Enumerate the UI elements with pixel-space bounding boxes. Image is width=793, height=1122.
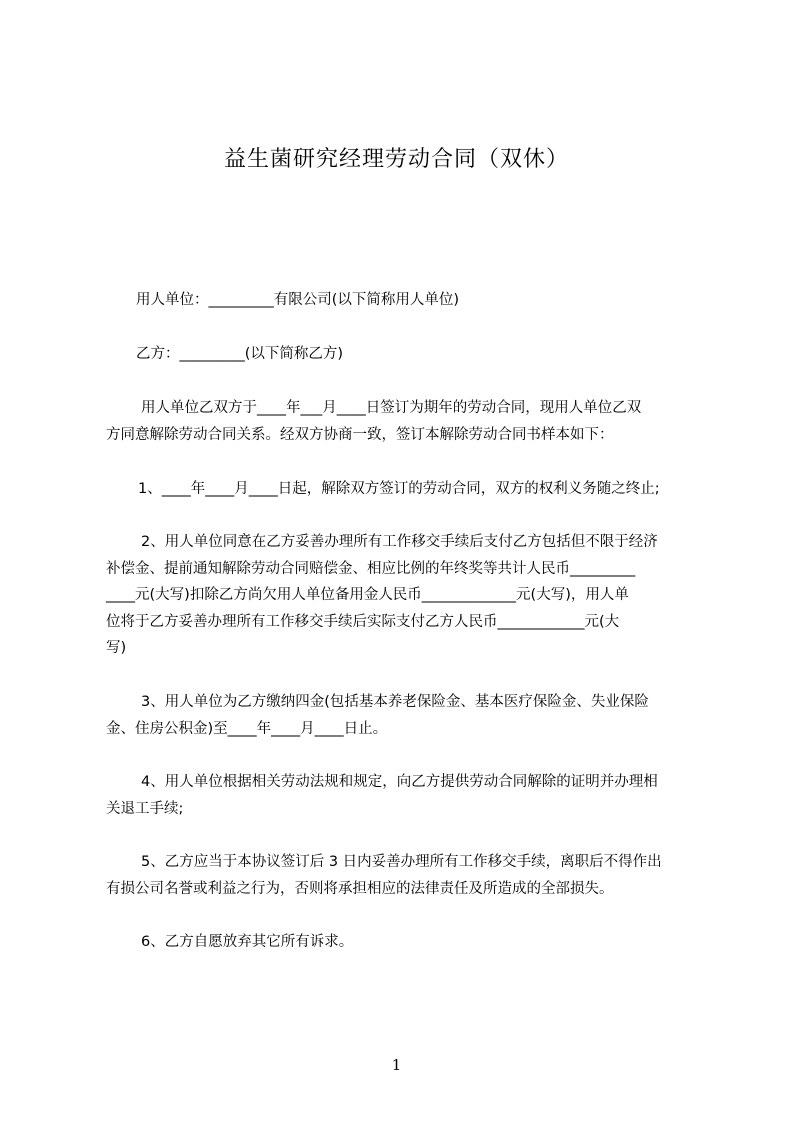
clause-2-line-2: 补偿金、提前通知解除劳动合同赔偿金、相应比例的年终奖等共计人民币_________ <box>106 561 636 577</box>
clause-5-line-2: 有损公司名誉或利益之行为，否则将承担相应的法律责任及所造成的全部损失。 <box>106 881 614 897</box>
intro-line-2: 方同意解除劳动合同关系。经双方协商一致，签订本解除劳动合同书样本如下： <box>106 427 614 443</box>
page-number: 1 <box>391 1056 402 1074</box>
party-a-line: 用人单位：_________有限公司(以下简称用人单位) <box>136 292 460 308</box>
clause-2-line-1: 2、用人单位同意在乙方妥善办理所有工作移交手续后支付乙方包括但不限于经济 <box>141 534 658 550</box>
clause-6-line-1: 6、乙方自愿放弃其它所有诉求。 <box>141 934 354 950</box>
clause-3-line-2: 金、住房公积金)至____年____月____日止。 <box>106 721 388 737</box>
party-b-line: 乙方：_________(以下简称乙方) <box>136 346 344 362</box>
clause-3-line-1: 3、用人单位为乙方缴纳四金(包括基本养老保险金、基本医疗保险金、失业保险 <box>141 694 649 710</box>
intro-line-1: 用人单位乙双方于____年___月____日签订为期年的劳动合同，现用人单位乙双 <box>141 400 642 416</box>
clause-2-line-5: 写) <box>106 640 127 656</box>
clause-5-line-1: 5、乙方应当于本协议签订后 3 日内妥善办理所有工作移交手续，离职后不得作出 <box>141 854 662 870</box>
clause-2-line-3: ____元(大写)扣除乙方尚欠用人单位备用金人民币_____________元(大写)，用人单 <box>106 587 629 603</box>
clause-1-line-1: 1、____年____月____日起，解除双方签订的劳动合同，双方的权利义务随之终止; <box>138 481 660 497</box>
clause-4-line-1: 4、用人单位根据相关劳动法规和规定，向乙方提供劳动合同解除的证明并办理相 <box>141 774 658 790</box>
document-title: 益生菌研究经理劳动合同（双休） <box>223 147 569 172</box>
clause-4-line-2: 关退工手续; <box>106 801 184 817</box>
clause-2-line-4: 位将于乙方妥善办理所有工作移交手续后实际支付乙方人民币____________元(大 <box>106 614 620 630</box>
